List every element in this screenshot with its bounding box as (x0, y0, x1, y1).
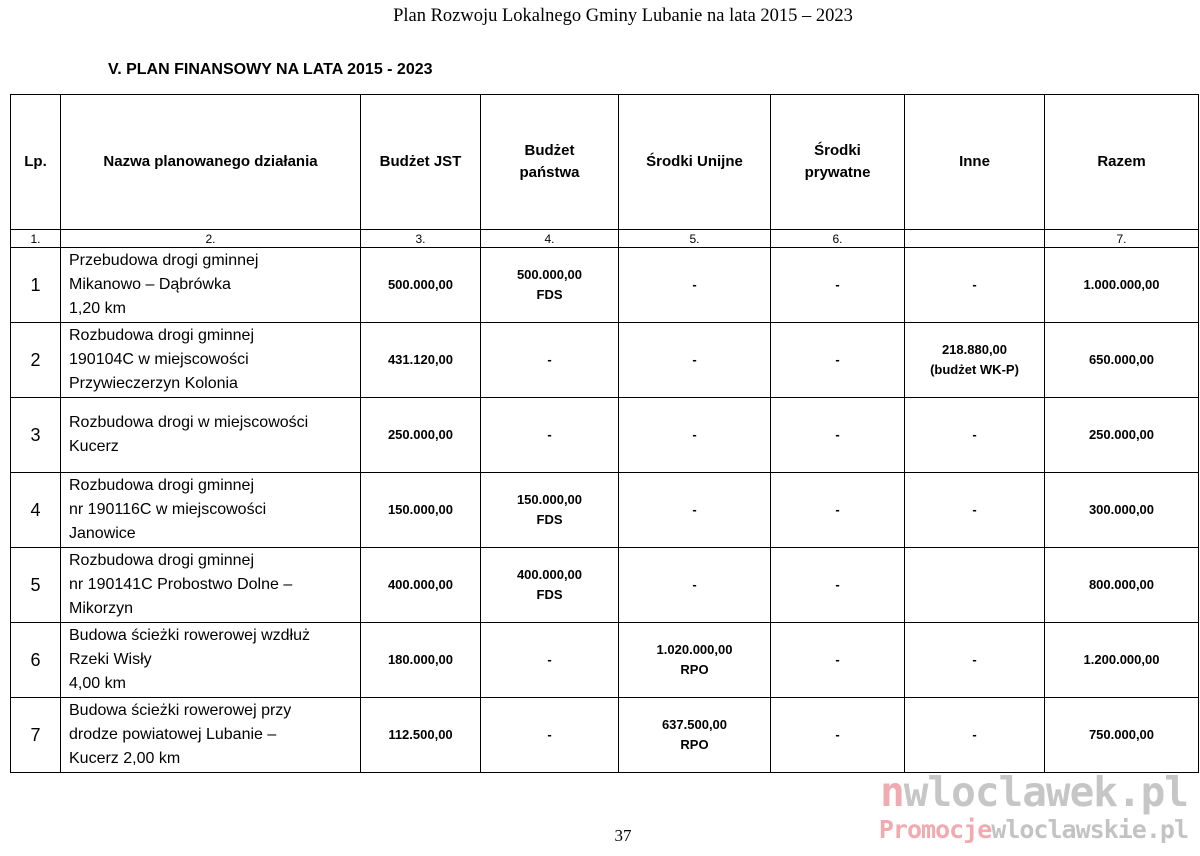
cell-jst: 400.000,00 (361, 548, 481, 623)
cell-inne: - (905, 698, 1045, 773)
col-srodki-prywatne-header: Środki prywatne (771, 95, 905, 230)
watermark-logo-secondary: Promocjewloclawskie.pl (878, 815, 1188, 844)
cell-inne: - (905, 248, 1045, 323)
col-srodki-unijne-header: Środki Unijne (619, 95, 771, 230)
col-name-header: Nazwa planowanego działania (61, 95, 361, 230)
table-row (11, 698, 1199, 773)
cell-jst: 180.000,00 (361, 623, 481, 698)
cell-prywatne: - (771, 548, 905, 623)
cell-panstwa: 400.000,00 FDS (481, 548, 619, 623)
table-row (11, 473, 1199, 548)
cell-razem: 250.000,00 (1045, 398, 1199, 473)
col-lp-header: Lp. (11, 95, 61, 230)
table-header-row (11, 95, 1199, 230)
column-number: 2. (61, 230, 361, 248)
cell-jst: 112.500,00 (361, 698, 481, 773)
cell-jst: 250.000,00 (361, 398, 481, 473)
cell-inne: 218.880,00 (budżet WK-P) (905, 323, 1045, 398)
cell-panstwa: - (481, 623, 619, 698)
action-name: Budowa ścieżki rowerowej wzdłuż Rzeki Wisły 4,00 km (61, 623, 361, 698)
document-header: Plan Rozwoju Lokalnego Gminy Lubanie na lata 2015 – 2023 (393, 6, 853, 26)
cell-prywatne: - (771, 623, 905, 698)
table-row (11, 623, 1199, 698)
action-name: Rozbudowa drogi gminnej nr 190116C w miejscowości Janowice (61, 473, 361, 548)
cell-panstwa: 500.000,00 FDS (481, 248, 619, 323)
cell-prywatne: - (771, 698, 905, 773)
watermark-logo: nwloclawek.pl (880, 768, 1188, 816)
cell-razem: 300.000,00 (1045, 473, 1199, 548)
section-title: V. PLAN FINANSOWY NA LATA 2015 - 2023 (108, 61, 433, 78)
cell-inne: - (905, 473, 1045, 548)
cell-panstwa: - (481, 398, 619, 473)
cell-inne: - (905, 398, 1045, 473)
column-number: 1. (11, 230, 61, 248)
row-number: 2 (11, 323, 61, 398)
action-name: Rozbudowa drogi w miejscowości Kucerz (61, 398, 361, 473)
cell-unijne: - (619, 248, 771, 323)
row-number: 1 (11, 248, 61, 323)
cell-unijne: - (619, 323, 771, 398)
column-number (905, 230, 1045, 248)
action-name: Budowa ścieżki rowerowej przy drodze powiatowej Lubanie – Kucerz 2,00 km (61, 698, 361, 773)
column-number: 4. (481, 230, 619, 248)
col-razem-header: Razem (1045, 95, 1199, 230)
cell-unijne: - (619, 398, 771, 473)
cell-inne (905, 548, 1045, 623)
column-number: 3. (361, 230, 481, 248)
cell-razem: 650.000,00 (1045, 323, 1199, 398)
action-name: Przebudowa drogi gminnej Mikanowo – Dąbrówka 1,20 km (61, 248, 361, 323)
financial-plan-table (10, 94, 1199, 773)
row-number: 6 (11, 623, 61, 698)
column-number-row (11, 230, 1199, 248)
column-number: 7. (1045, 230, 1199, 248)
cell-prywatne: - (771, 248, 905, 323)
row-number: 3 (11, 398, 61, 473)
cell-panstwa: 150.000,00 FDS (481, 473, 619, 548)
table-row (11, 398, 1199, 473)
table-row (11, 548, 1199, 623)
action-name: Rozbudowa drogi gminnej nr 190141C Probostwo Dolne – Mikorzyn (61, 548, 361, 623)
col-budzet-jst-header: Budżet JST (361, 95, 481, 230)
column-number: 6. (771, 230, 905, 248)
page-number: 37 (614, 826, 632, 845)
row-number: 7 (11, 698, 61, 773)
cell-razem: 1.200.000,00 (1045, 623, 1199, 698)
cell-jst: 500.000,00 (361, 248, 481, 323)
col-budzet-panstwa-header: Budżet państwa (481, 95, 619, 230)
cell-prywatne: - (771, 473, 905, 548)
table-row (11, 248, 1199, 323)
column-number: 5. (619, 230, 771, 248)
cell-panstwa: - (481, 698, 619, 773)
cell-unijne: - (619, 473, 771, 548)
row-number: 4 (11, 473, 61, 548)
action-name: Rozbudowa drogi gminnej 190104C w miejscowości Przywieczerzyn Kolonia (61, 323, 361, 398)
cell-prywatne: - (771, 323, 905, 398)
cell-inne: - (905, 623, 1045, 698)
cell-panstwa: - (481, 323, 619, 398)
cell-razem: 800.000,00 (1045, 548, 1199, 623)
table-row (11, 323, 1199, 398)
cell-razem: 1.000.000,00 (1045, 248, 1199, 323)
row-number: 5 (11, 548, 61, 623)
cell-unijne: 1.020.000,00 RPO (619, 623, 771, 698)
cell-jst: 431.120,00 (361, 323, 481, 398)
cell-jst: 150.000,00 (361, 473, 481, 548)
cell-unijne: - (619, 548, 771, 623)
col-inne-header: Inne (905, 95, 1045, 230)
cell-unijne: 637.500,00 RPO (619, 698, 771, 773)
cell-razem: 750.000,00 (1045, 698, 1199, 773)
cell-prywatne: - (771, 398, 905, 473)
